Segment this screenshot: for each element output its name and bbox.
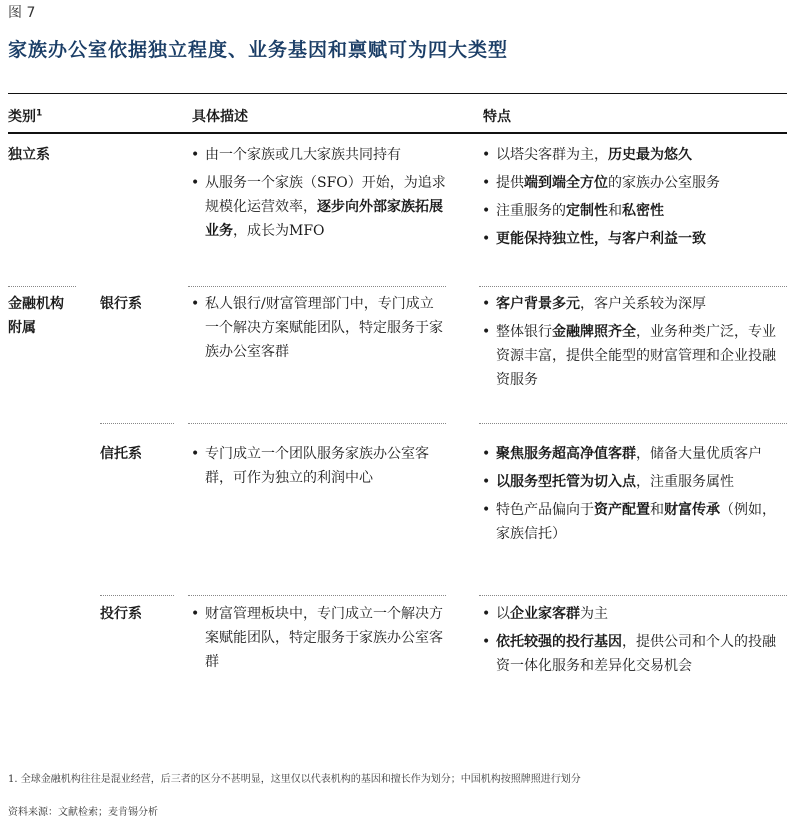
text-segment: 特色产品偏向于	[496, 502, 594, 518]
bold-text: 定制性	[566, 203, 608, 219]
trust-features	[479, 442, 781, 550]
bullet-item	[479, 143, 779, 167]
text-segment: 以	[496, 606, 510, 622]
text-segment: ，客户关系较为深厚	[580, 296, 706, 312]
bold-text: 逐步向外部家族拓展业务	[205, 199, 443, 239]
text-segment: 提供	[496, 175, 524, 191]
bullet-list	[479, 602, 781, 678]
row-label-investment-bank: 投行系	[100, 606, 142, 622]
bold-text: 聚焦服务超高净值客群	[496, 446, 636, 462]
bullet-item	[188, 292, 444, 364]
row-divider	[479, 423, 787, 424]
independent-description	[188, 143, 446, 247]
row-divider	[479, 595, 787, 596]
row-divider	[479, 286, 787, 287]
row-divider	[188, 595, 446, 596]
row-divider	[188, 286, 446, 287]
row-divider	[8, 286, 76, 287]
bold-text: 以服务型托管为切入点	[496, 474, 636, 490]
bullet-list	[188, 143, 446, 243]
bold-text: 私密性	[622, 203, 664, 219]
text-segment: ，储备大量优质客户	[636, 446, 762, 462]
bold-text: 依托较强的投行基因	[496, 634, 622, 650]
bold-text: 历史最为悠久	[608, 147, 692, 163]
investment-bank-features	[479, 602, 781, 682]
header-category-text: 类别	[8, 109, 36, 125]
bullet-list	[479, 292, 781, 392]
bullet-list	[479, 143, 779, 251]
row-divider	[100, 423, 174, 424]
row-label-trust: 信托系	[100, 446, 142, 462]
bullet-item	[479, 602, 781, 626]
text-segment: 整体银行	[496, 324, 552, 340]
bullet-item	[479, 630, 781, 678]
bold-text: 企业家客群	[510, 606, 580, 622]
bullet-item	[479, 470, 781, 494]
bold-text: 客户背景多元	[496, 296, 580, 312]
text-segment: ，成长为MFO	[233, 223, 325, 239]
text-segment: ，提供公司和个人的投融资一体化服务和差异化交易机会	[496, 634, 776, 674]
text-segment: 以塔尖客群为主，	[496, 147, 608, 163]
bullet-item	[479, 320, 781, 392]
bold-text: 资产配置	[594, 502, 650, 518]
bank-features	[479, 292, 781, 396]
bold-text: 更能保持独立性，与客户利益一致	[496, 231, 706, 247]
independent-features	[479, 143, 779, 255]
bullet-list	[188, 292, 444, 364]
text-segment: 由一个家族或几大家族共同持有	[205, 147, 401, 163]
text-segment: 的家族办公室服务	[608, 175, 720, 191]
row-divider	[100, 595, 174, 596]
bold-text: 金融牌照齐全	[552, 324, 636, 340]
header-category	[8, 106, 42, 126]
header-features: 特点	[483, 109, 511, 125]
bullet-item	[479, 199, 779, 223]
bullet-item	[188, 602, 444, 674]
row-label-independent: 独立系	[8, 147, 50, 163]
table-top-rule	[8, 93, 787, 94]
page-title: 家族办公室依据独立程度、业务基因和禀赋可为四大类型	[8, 39, 509, 61]
investment-bank-description	[188, 602, 444, 678]
source-note: 资料来源：文献检索；麦肯锡分析	[8, 807, 158, 818]
bullet-item	[188, 143, 446, 167]
bullet-item	[479, 442, 781, 466]
text-segment: 和	[608, 203, 622, 219]
group-label-financial: 金融机构附属	[8, 296, 64, 336]
trust-description	[188, 442, 444, 494]
bold-text: 财富传承	[664, 502, 720, 518]
bank-description	[188, 292, 444, 368]
bullet-item	[479, 227, 779, 251]
text-segment: 专门成立一个团队服务家族办公室客群，可作为独立的利润中心	[205, 446, 429, 486]
text-segment: （例如，家族信托）	[496, 502, 776, 542]
text-segment: ，业务种类广泛，专业资源丰富，提供全能型的财富管理和企业投融资服务	[496, 324, 776, 388]
bullet-item	[479, 292, 781, 316]
bullet-item	[479, 171, 779, 195]
bullet-item	[188, 442, 444, 490]
bullet-list	[188, 442, 444, 490]
text-segment: 注重服务的	[496, 203, 566, 219]
figure-label: 图 7	[8, 5, 36, 21]
row-label-bank: 银行系	[100, 296, 142, 312]
text-segment: 财富管理板块中，专门成立一个解决方案赋能团队，特定服务于家族办公室客群	[205, 606, 443, 670]
row-divider	[188, 423, 446, 424]
text-segment: 从服务一个家族（SFO）开始，为追求规模化运营效率，	[205, 175, 446, 215]
footnote-marker: 1	[36, 108, 43, 119]
bullet-list	[188, 602, 444, 674]
bullet-item	[188, 171, 446, 243]
text-segment: 为主	[580, 606, 608, 622]
bullet-item	[479, 498, 781, 546]
bold-text: 端到端全方位	[524, 175, 608, 191]
bullet-list	[479, 442, 781, 546]
text-segment: 和	[650, 502, 664, 518]
text-segment: 私人银行/财富管理部门中，专门成立一个解决方案赋能团队，特定服务于家族办公室客群	[205, 296, 443, 360]
footnote: 1. 全球金融机构往往是混业经营，后三者的区分不甚明显，这里仅以代表机构的基因和擅长作为划分；中国机构按照牌照进行划分	[8, 774, 581, 785]
header-description: 具体描述	[192, 109, 248, 125]
header-rule	[8, 132, 787, 134]
text-segment: ，注重服务属性	[636, 474, 734, 490]
